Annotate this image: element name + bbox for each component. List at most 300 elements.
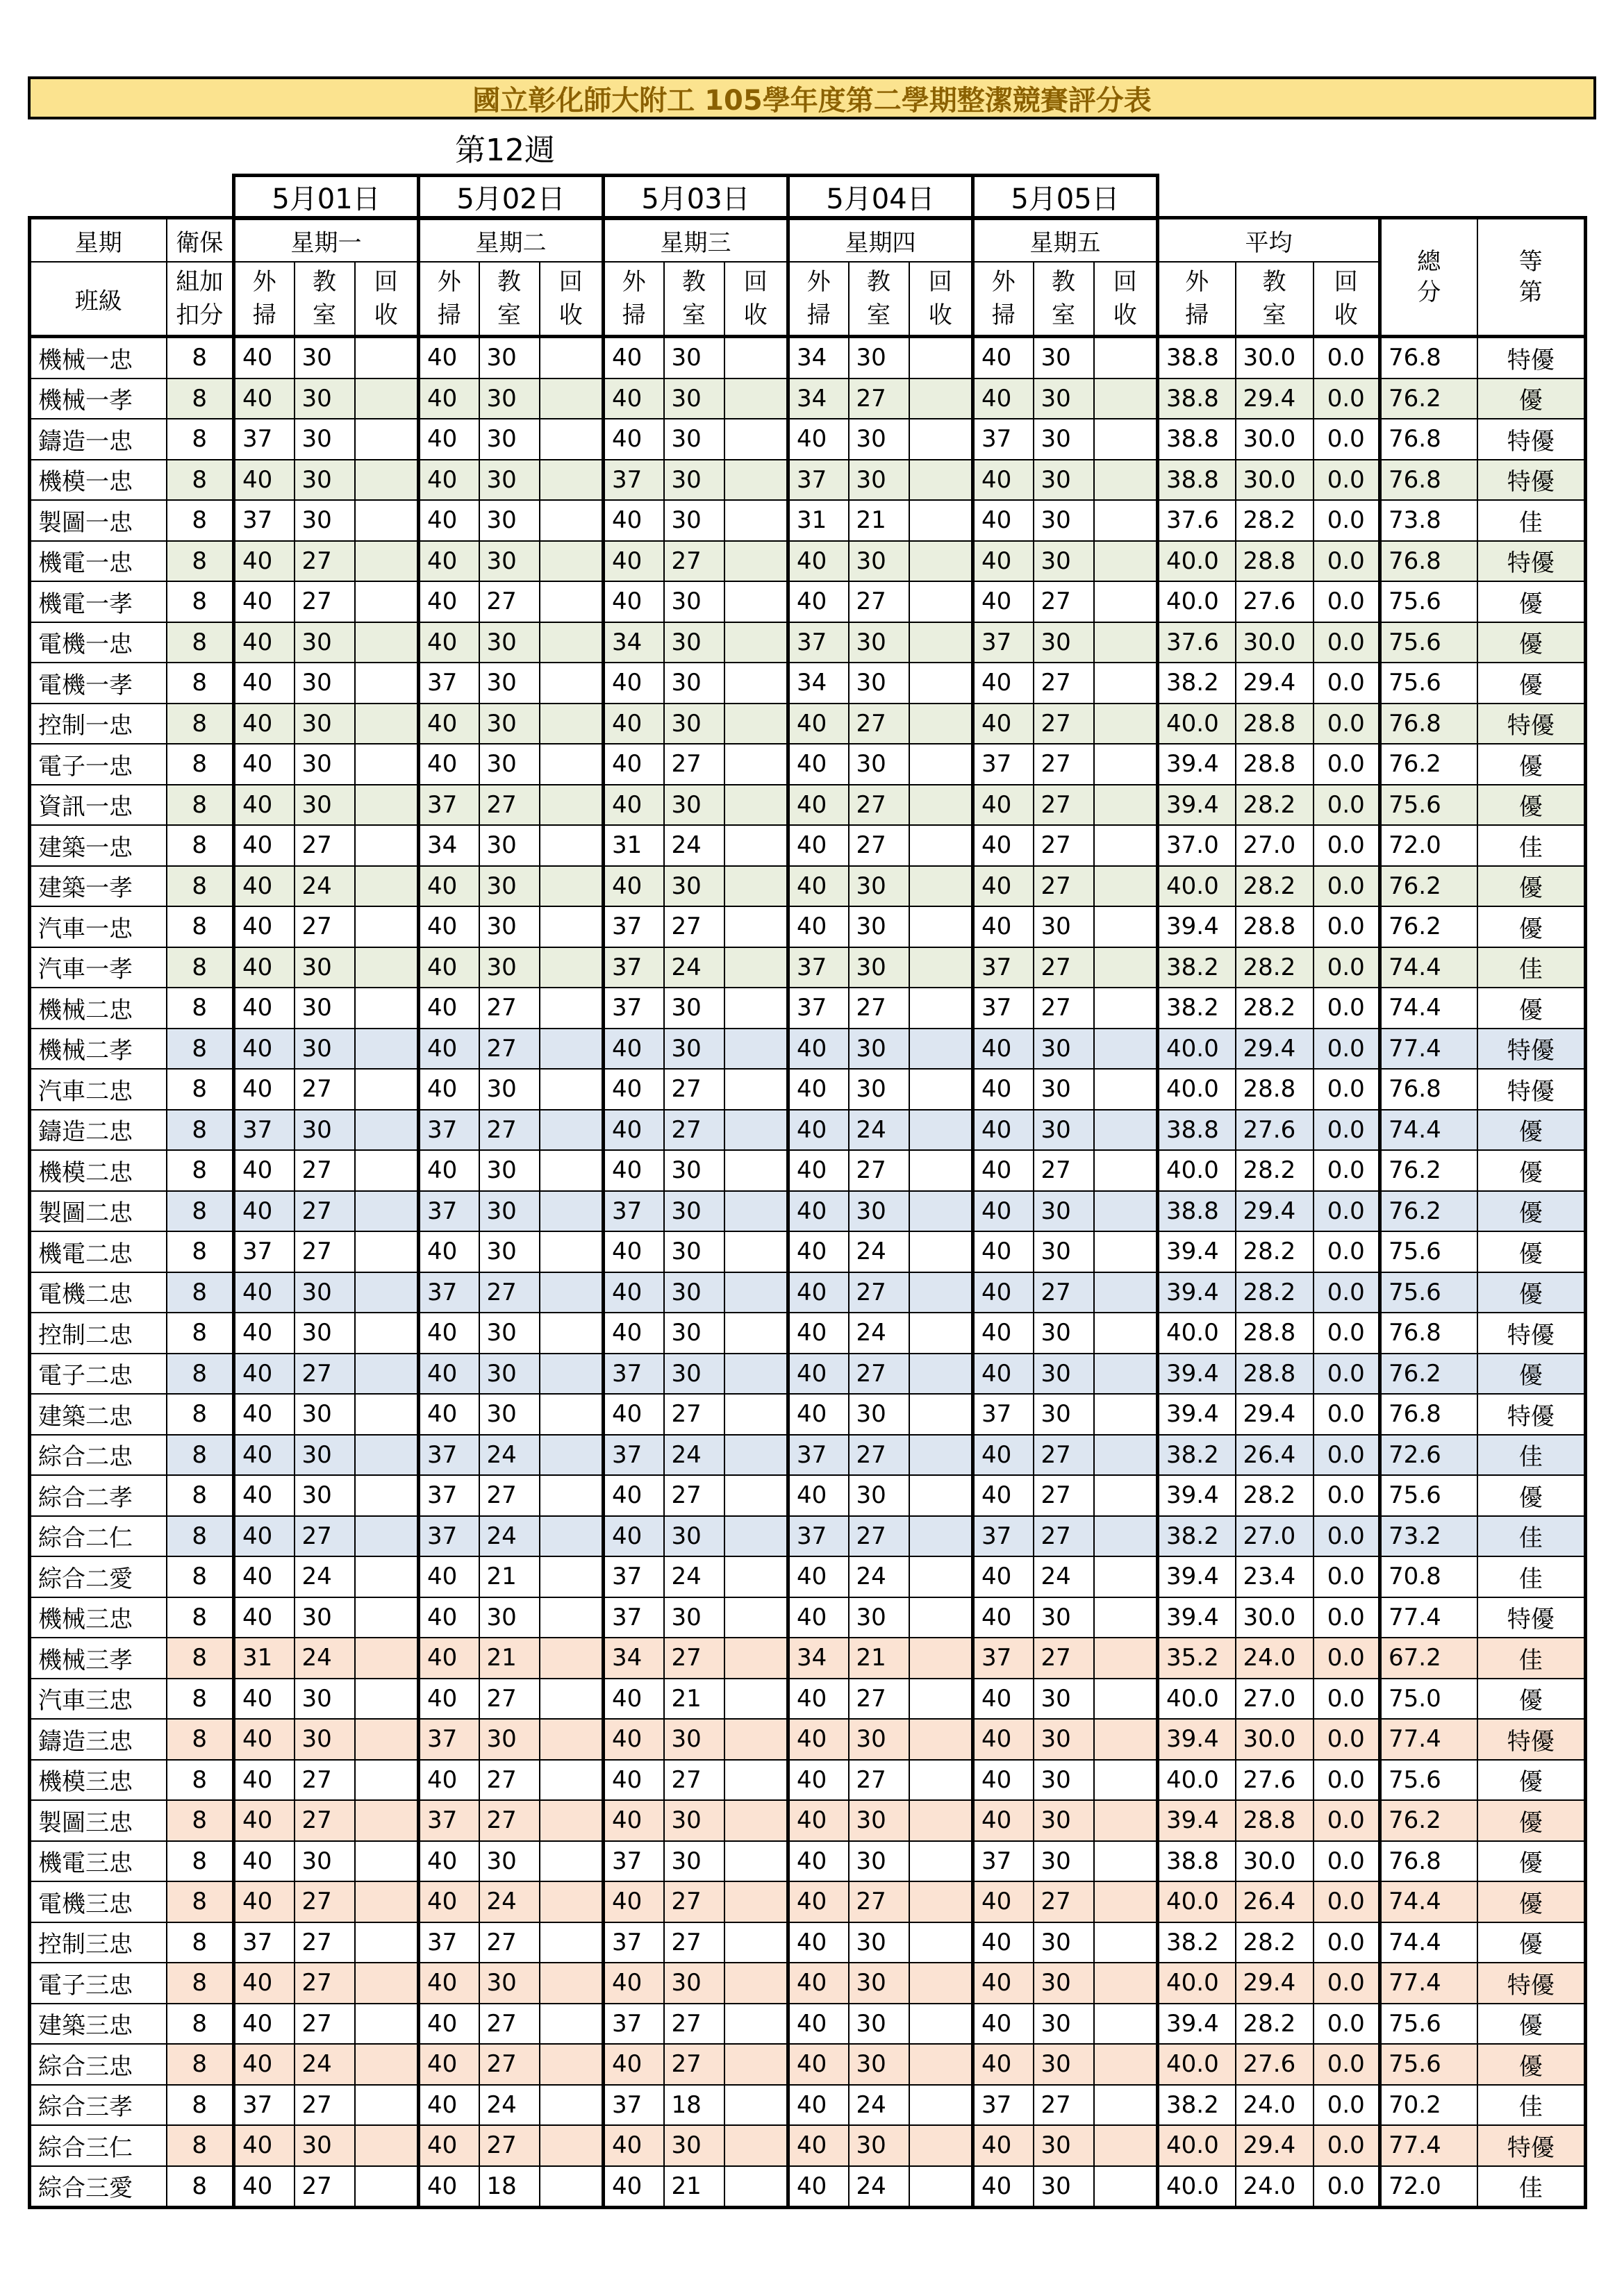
recycle-score xyxy=(355,460,419,501)
classroom-score: 27 xyxy=(295,1881,355,1922)
recycle-score xyxy=(909,1760,973,1801)
classroom-score: 27 xyxy=(295,906,355,947)
grade: 佳 xyxy=(1477,1556,1586,1597)
outdoor-score: 40 xyxy=(788,1841,849,1882)
outdoor-score: 40 xyxy=(419,704,479,744)
classroom-score: 27 xyxy=(295,2085,355,2126)
outdoor-score: 40 xyxy=(419,906,479,947)
classroom-score: 30 xyxy=(295,1597,355,1638)
deduct-score: 8 xyxy=(167,378,234,419)
total-score: 75.6 xyxy=(1380,1760,1477,1801)
classroom-score: 30 xyxy=(664,378,724,419)
avg-recycle: 0.0 xyxy=(1314,1435,1380,1476)
recycle-score xyxy=(540,663,604,704)
outdoor-score: 40 xyxy=(973,1679,1034,1720)
total-score: 76.2 xyxy=(1380,378,1477,419)
recycle-score xyxy=(724,622,788,663)
recycle-score xyxy=(909,1435,973,1476)
avg-classroom: 29.4 xyxy=(1236,1963,1314,2004)
avg-outdoor: 38.2 xyxy=(1158,1922,1236,1963)
sub-header xyxy=(419,262,479,337)
avg-recycle: 0.0 xyxy=(1314,1597,1380,1638)
outdoor-score: 40 xyxy=(973,337,1034,378)
outdoor-score: 40 xyxy=(973,2004,1034,2045)
class-name: 綜合二忠 xyxy=(30,1435,167,1476)
total-score: 75.6 xyxy=(1380,622,1477,663)
date-cell: 5月04日 xyxy=(788,176,973,219)
deduct-score: 8 xyxy=(167,866,234,907)
recycle-score xyxy=(540,1191,604,1232)
classroom-score: 24 xyxy=(849,2085,909,2126)
avg-outdoor: 40.0 xyxy=(1158,1963,1236,2004)
recycle-score xyxy=(540,1841,604,1882)
table-row xyxy=(30,1191,1586,1232)
outdoor-score: 40 xyxy=(788,1313,849,1354)
recycle-score xyxy=(540,2044,604,2085)
outdoor-score: 37 xyxy=(234,419,295,460)
outdoor-score: 40 xyxy=(234,337,295,378)
recycle-score xyxy=(540,2004,604,2045)
outdoor-score: 37 xyxy=(788,1435,849,1476)
table-row xyxy=(30,1272,1586,1313)
outdoor-score: 40 xyxy=(234,1516,295,1557)
classroom-score: 30 xyxy=(1034,1231,1094,1272)
recycle-score xyxy=(909,1110,973,1151)
class-name: 汽車二忠 xyxy=(30,1069,167,1110)
recycle-score xyxy=(355,825,419,866)
outdoor-score: 40 xyxy=(419,581,479,622)
recycle-score xyxy=(540,1435,604,1476)
sub-header xyxy=(973,262,1034,337)
outdoor-score: 40 xyxy=(234,906,295,947)
outdoor-score: 40 xyxy=(973,500,1034,541)
classroom-score: 27 xyxy=(1034,663,1094,704)
total-score: 75.6 xyxy=(1380,2044,1477,2085)
outdoor-score: 40 xyxy=(419,500,479,541)
sub-header-text: 外 xyxy=(437,268,461,296)
day-header: 星期二 xyxy=(419,218,604,263)
recycle-score xyxy=(724,419,788,460)
total-score: 76.8 xyxy=(1380,1841,1477,1882)
table-row xyxy=(30,663,1586,704)
classroom-score: 30 xyxy=(664,1516,724,1557)
grade: 優 xyxy=(1477,1881,1586,1922)
grade: 優 xyxy=(1477,378,1586,419)
classroom-score: 30 xyxy=(295,622,355,663)
classroom-score: 24 xyxy=(295,1556,355,1597)
classroom-score: 30 xyxy=(849,1841,909,1882)
recycle-score xyxy=(355,378,419,419)
classroom-score: 24 xyxy=(664,1435,724,1476)
recycle-score xyxy=(540,1597,604,1638)
avg-outdoor: 40.0 xyxy=(1158,866,1236,907)
avg-outdoor: 40.0 xyxy=(1158,581,1236,622)
recycle-score xyxy=(355,906,419,947)
table-row xyxy=(30,1354,1586,1395)
classroom-score: 27 xyxy=(849,1150,909,1191)
outdoor-score: 40 xyxy=(973,1272,1034,1313)
classroom-score: 24 xyxy=(295,866,355,907)
recycle-score xyxy=(540,1272,604,1313)
grade: 特優 xyxy=(1477,1069,1586,1110)
total-score: 76.2 xyxy=(1380,1150,1477,1191)
recycle-score xyxy=(1094,1354,1158,1395)
deduct-score: 8 xyxy=(167,906,234,947)
outdoor-score: 37 xyxy=(973,1841,1034,1882)
outdoor-score: 40 xyxy=(419,1679,479,1720)
classroom-score: 30 xyxy=(1034,460,1094,501)
avg-recycle: 0.0 xyxy=(1314,1150,1380,1191)
outdoor-score: 37 xyxy=(604,1841,664,1882)
table-row xyxy=(30,1556,1586,1597)
outdoor-score: 40 xyxy=(604,378,664,419)
outdoor-score: 40 xyxy=(234,2166,295,2208)
sub-header xyxy=(234,262,295,337)
classroom-score: 30 xyxy=(1034,1191,1094,1232)
classroom-score: 30 xyxy=(849,419,909,460)
recycle-score xyxy=(355,1922,419,1963)
recycle-score xyxy=(355,1516,419,1557)
classroom-score: 27 xyxy=(295,825,355,866)
outdoor-score: 40 xyxy=(419,337,479,378)
recycle-score xyxy=(724,1881,788,1922)
avg-classroom: 30.0 xyxy=(1236,460,1314,501)
outdoor-score: 40 xyxy=(788,2166,849,2208)
outdoor-score: 40 xyxy=(788,744,849,785)
recycle-score xyxy=(355,1638,419,1679)
sub-header xyxy=(355,262,419,337)
table-row xyxy=(30,1069,1586,1110)
outdoor-score: 40 xyxy=(973,541,1034,582)
recycle-score xyxy=(724,785,788,826)
recycle-score xyxy=(724,1272,788,1313)
table-row xyxy=(30,541,1586,582)
avg-outdoor: 39.4 xyxy=(1158,744,1236,785)
sub-header xyxy=(540,262,604,337)
grade: 優 xyxy=(1477,1110,1586,1151)
classroom-score: 30 xyxy=(479,906,540,947)
grade: 優 xyxy=(1477,581,1586,622)
outdoor-score: 40 xyxy=(234,378,295,419)
outdoor-score: 40 xyxy=(973,704,1034,744)
recycle-score xyxy=(1094,1435,1158,1476)
recycle-score xyxy=(540,1881,604,1922)
class-name: 機模三忠 xyxy=(30,1760,167,1801)
grade: 優 xyxy=(1477,1354,1586,1395)
sub-header-text: 外 xyxy=(806,268,831,296)
recycle-score xyxy=(1094,744,1158,785)
outdoor-score: 40 xyxy=(604,1475,664,1516)
classroom-score: 30 xyxy=(664,704,724,744)
recycle-score xyxy=(724,1760,788,1801)
recycle-score xyxy=(1094,947,1158,988)
avg-outdoor: 39.4 xyxy=(1158,1354,1236,1395)
outdoor-score: 40 xyxy=(788,1963,849,2004)
table-row xyxy=(30,460,1586,501)
recycle-score xyxy=(1094,988,1158,1029)
grade-header xyxy=(1477,218,1586,337)
recycle-score xyxy=(909,337,973,378)
avg-recycle: 0.0 xyxy=(1314,1841,1380,1882)
outdoor-score: 40 xyxy=(973,1029,1034,1070)
avg-classroom: 30.0 xyxy=(1236,337,1314,378)
outdoor-score: 40 xyxy=(604,1110,664,1151)
classroom-score: 27 xyxy=(664,1922,724,1963)
recycle-score xyxy=(724,866,788,907)
classroom-score: 30 xyxy=(849,1394,909,1435)
avg-classroom: 30.0 xyxy=(1236,419,1314,460)
total-score: 76.2 xyxy=(1380,906,1477,947)
recycle-score xyxy=(724,704,788,744)
classroom-score: 27 xyxy=(1034,1475,1094,1516)
avg-recycle: 0.0 xyxy=(1314,1800,1380,1841)
classroom-score: 30 xyxy=(1034,378,1094,419)
avg-classroom: 29.4 xyxy=(1236,663,1314,704)
table-row xyxy=(30,1760,1586,1801)
classroom-score: 27 xyxy=(1034,947,1094,988)
classroom-score: 27 xyxy=(849,1272,909,1313)
classroom-score: 27 xyxy=(849,378,909,419)
sub-header xyxy=(1034,262,1094,337)
avg-recycle: 0.0 xyxy=(1314,337,1380,378)
classroom-score: 30 xyxy=(849,1800,909,1841)
outdoor-score: 40 xyxy=(788,704,849,744)
classroom-score: 30 xyxy=(295,419,355,460)
avg-classroom: 28.2 xyxy=(1236,500,1314,541)
recycle-score xyxy=(355,581,419,622)
recycle-score xyxy=(355,947,419,988)
avg-classroom: 30.0 xyxy=(1236,1719,1314,1760)
recycle-score xyxy=(724,1394,788,1435)
outdoor-score: 40 xyxy=(973,378,1034,419)
class-name: 綜合二仁 xyxy=(30,1516,167,1557)
class-name: 鑄造三忠 xyxy=(30,1719,167,1760)
avg-recycle: 0.0 xyxy=(1314,906,1380,947)
recycle-score xyxy=(540,704,604,744)
recycle-score xyxy=(1094,2125,1158,2166)
avg-outdoor: 37.6 xyxy=(1158,622,1236,663)
avg-recycle: 0.0 xyxy=(1314,1922,1380,1963)
classroom-score: 30 xyxy=(849,622,909,663)
grade: 特優 xyxy=(1477,419,1586,460)
avg-classroom: 27.6 xyxy=(1236,2044,1314,2085)
classroom-score: 27 xyxy=(295,1191,355,1232)
recycle-score xyxy=(355,1760,419,1801)
total-score: 77.4 xyxy=(1380,2125,1477,2166)
recycle-score xyxy=(355,1841,419,1882)
classroom-score: 24 xyxy=(849,2166,909,2208)
classroom-score: 27 xyxy=(479,988,540,1029)
deduct-score: 8 xyxy=(167,500,234,541)
classroom-score: 30 xyxy=(1034,500,1094,541)
recycle-score xyxy=(540,1313,604,1354)
sub-header-text: 掃 xyxy=(991,301,1016,329)
recycle-score xyxy=(909,1191,973,1232)
classroom-score: 18 xyxy=(664,2085,724,2126)
avg-classroom: 27.6 xyxy=(1236,1110,1314,1151)
outdoor-score: 40 xyxy=(234,663,295,704)
recycle-score xyxy=(724,1556,788,1597)
recycle-score xyxy=(909,1679,973,1720)
classroom-score: 30 xyxy=(295,1435,355,1476)
outdoor-score: 40 xyxy=(604,1394,664,1435)
classroom-score: 30 xyxy=(295,1272,355,1313)
table-row xyxy=(30,378,1586,419)
avg-classroom: 24.0 xyxy=(1236,2085,1314,2126)
recycle-score xyxy=(1094,1679,1158,1720)
classroom-score: 30 xyxy=(664,1150,724,1191)
recycle-score xyxy=(724,500,788,541)
classroom-score: 24 xyxy=(664,947,724,988)
sub-header-text: 室 xyxy=(682,301,706,329)
outdoor-score: 40 xyxy=(419,1597,479,1638)
sub-header-text: 回 xyxy=(1113,268,1137,296)
recycle-score xyxy=(1094,1719,1158,1760)
avg-classroom: 28.2 xyxy=(1236,1922,1314,1963)
classroom-score: 30 xyxy=(479,337,540,378)
total-score: 75.6 xyxy=(1380,663,1477,704)
table-row xyxy=(30,2004,1586,2045)
deduct-score: 8 xyxy=(167,581,234,622)
sub-header-text: 收 xyxy=(1334,301,1358,329)
weekday-label: 星期 xyxy=(30,218,167,263)
table-row xyxy=(30,785,1586,826)
sub-header-text: 回 xyxy=(743,268,768,296)
recycle-score xyxy=(540,581,604,622)
outdoor-score: 40 xyxy=(419,1841,479,1882)
recycle-score xyxy=(1094,1881,1158,1922)
grade: 特優 xyxy=(1477,1394,1586,1435)
classroom-score: 30 xyxy=(479,1150,540,1191)
classroom-score: 21 xyxy=(849,500,909,541)
avg-outdoor: 39.4 xyxy=(1158,1800,1236,1841)
avg-outdoor: 38.2 xyxy=(1158,663,1236,704)
avg-recycle: 0.0 xyxy=(1314,1354,1380,1395)
classroom-score: 30 xyxy=(849,947,909,988)
avg-recycle: 0.0 xyxy=(1314,1110,1380,1151)
classroom-score: 30 xyxy=(849,1719,909,1760)
deduct-score: 8 xyxy=(167,1231,234,1272)
outdoor-score: 40 xyxy=(604,2166,664,2208)
recycle-score xyxy=(1094,1963,1158,2004)
recycle-score xyxy=(355,744,419,785)
avg-recycle: 0.0 xyxy=(1314,785,1380,826)
outdoor-score: 40 xyxy=(788,581,849,622)
recycle-score xyxy=(355,663,419,704)
class-name: 控制三忠 xyxy=(30,1922,167,1963)
outdoor-score: 40 xyxy=(788,1475,849,1516)
classroom-score: 30 xyxy=(664,1029,724,1070)
class-name: 電機三忠 xyxy=(30,1881,167,1922)
classroom-score: 21 xyxy=(849,1638,909,1679)
grade: 優 xyxy=(1477,2004,1586,2045)
table-row xyxy=(30,947,1586,988)
sub-header-text: 掃 xyxy=(806,301,831,329)
recycle-score xyxy=(909,663,973,704)
recycle-score xyxy=(909,1394,973,1435)
recycle-score xyxy=(540,2085,604,2126)
classroom-score: 30 xyxy=(295,947,355,988)
outdoor-score: 37 xyxy=(604,2085,664,2126)
classroom-score: 30 xyxy=(295,460,355,501)
class-name: 資訊一忠 xyxy=(30,785,167,826)
avg-recycle: 0.0 xyxy=(1314,1191,1380,1232)
recycle-score xyxy=(1094,541,1158,582)
outdoor-score: 37 xyxy=(419,1719,479,1760)
recycle-score xyxy=(355,2044,419,2085)
table-row xyxy=(30,1313,1586,1354)
deduct-score: 8 xyxy=(167,460,234,501)
total-score: 76.2 xyxy=(1380,1800,1477,1841)
classroom-score: 27 xyxy=(1034,704,1094,744)
recycle-score xyxy=(355,2085,419,2126)
outdoor-score: 37 xyxy=(973,1638,1034,1679)
outdoor-score: 40 xyxy=(973,663,1034,704)
recycle-score xyxy=(540,988,604,1029)
deduct-label-cont xyxy=(167,262,234,337)
avg-outdoor: 38.2 xyxy=(1158,1516,1236,1557)
recycle-score xyxy=(355,1231,419,1272)
avg-recycle: 0.0 xyxy=(1314,2004,1380,2045)
avg-outdoor: 38.2 xyxy=(1158,2085,1236,2126)
classroom-score: 30 xyxy=(295,1110,355,1151)
deduct-score: 8 xyxy=(167,1069,234,1110)
recycle-score xyxy=(909,2004,973,2045)
avg-outdoor: 39.4 xyxy=(1158,785,1236,826)
outdoor-score: 37 xyxy=(419,1191,479,1232)
outdoor-score: 40 xyxy=(788,785,849,826)
recycle-score xyxy=(724,825,788,866)
classroom-score: 30 xyxy=(664,866,724,907)
table-row xyxy=(30,1922,1586,1963)
outdoor-score: 34 xyxy=(788,337,849,378)
outdoor-score: 37 xyxy=(788,622,849,663)
avg-outdoor: 40.0 xyxy=(1158,1760,1236,1801)
class-name: 機電一忠 xyxy=(30,541,167,582)
table-row xyxy=(30,1435,1586,1476)
avg-outdoor: 38.8 xyxy=(1158,419,1236,460)
classroom-score: 24 xyxy=(295,2044,355,2085)
outdoor-score: 40 xyxy=(604,785,664,826)
sub-header-text: 教 xyxy=(497,268,521,296)
classroom-score: 30 xyxy=(664,1272,724,1313)
class-name: 鑄造一忠 xyxy=(30,419,167,460)
recycle-score xyxy=(1094,337,1158,378)
classroom-score: 30 xyxy=(1034,1800,1094,1841)
grade: 佳 xyxy=(1477,500,1586,541)
total-score: 74.4 xyxy=(1380,988,1477,1029)
recycle-score xyxy=(724,581,788,622)
classroom-score: 30 xyxy=(664,988,724,1029)
table-row xyxy=(30,2044,1586,2085)
total-score: 76.2 xyxy=(1380,744,1477,785)
total-score: 72.6 xyxy=(1380,1435,1477,1476)
deduct-score: 8 xyxy=(167,663,234,704)
grade: 優 xyxy=(1477,785,1586,826)
classroom-score: 27 xyxy=(479,1272,540,1313)
grade: 優 xyxy=(1477,622,1586,663)
avg-recycle: 0.0 xyxy=(1314,663,1380,704)
sub-header-text: 室 xyxy=(1052,301,1075,329)
outdoor-score: 40 xyxy=(973,2044,1034,2085)
outdoor-score: 40 xyxy=(604,1881,664,1922)
avg-recycle: 0.0 xyxy=(1314,947,1380,988)
outdoor-score: 37 xyxy=(604,1191,664,1232)
outdoor-score: 37 xyxy=(973,419,1034,460)
outdoor-score: 40 xyxy=(788,825,849,866)
classroom-score: 27 xyxy=(664,1475,724,1516)
classroom-score: 27 xyxy=(479,1475,540,1516)
